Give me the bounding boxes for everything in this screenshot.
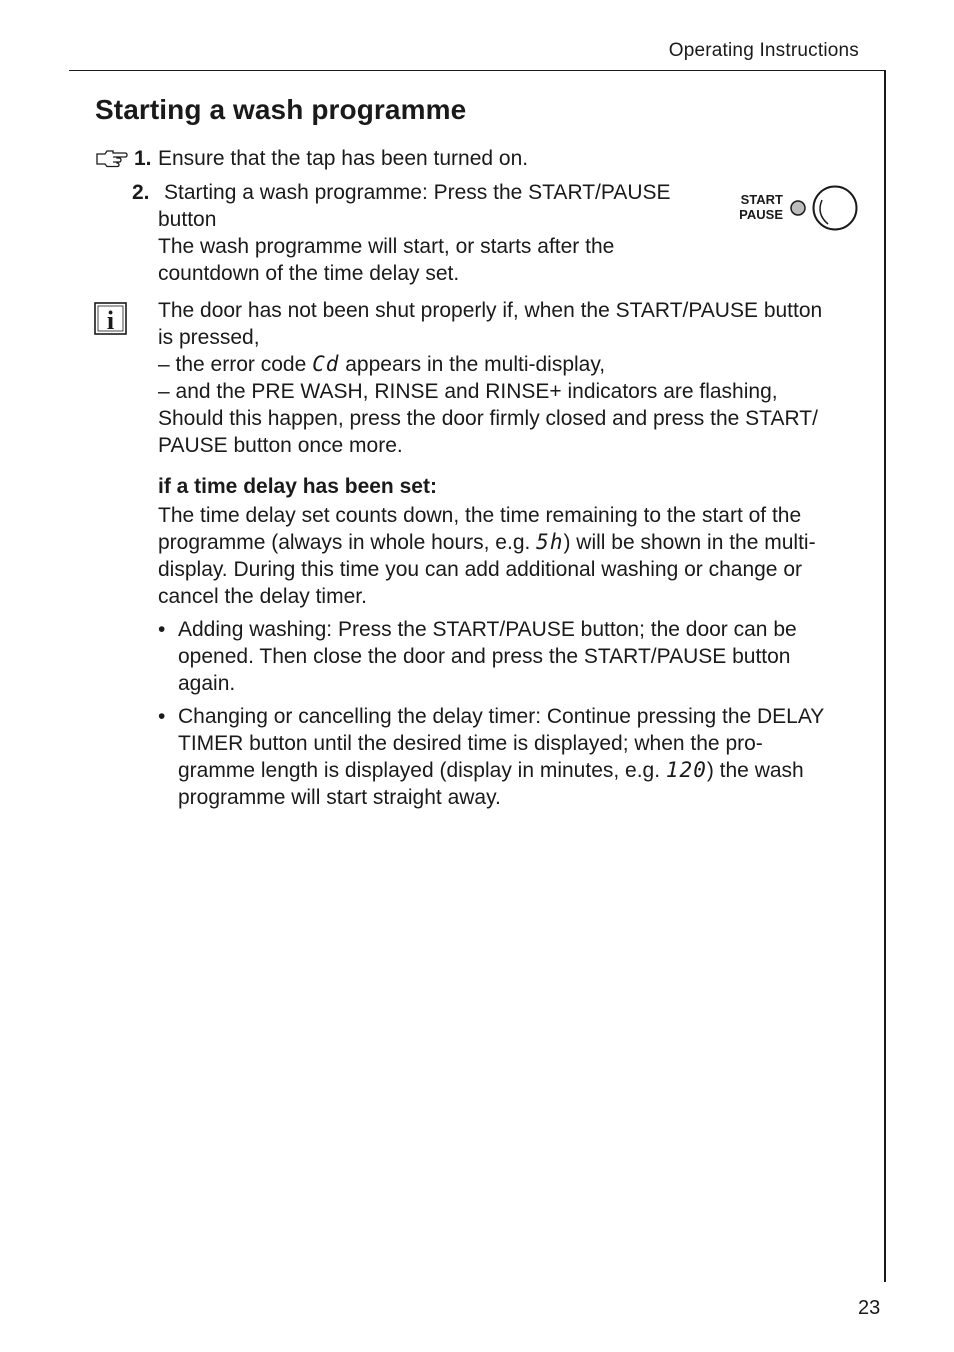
- start-pause-button-icon: [786, 182, 862, 234]
- step-2-line-2: button: [158, 208, 217, 231]
- bullet-adding-washing: • Adding washing: Press the START/PAUSE button; the door can be opened. Then close the door and press the START/PAUSE button again.: [158, 616, 862, 697]
- info-line-2: is pressed,: [158, 326, 260, 349]
- hours-example-display: 5h: [536, 530, 564, 554]
- panel-label-start: START: [740, 192, 783, 207]
- page-title: Starting a wash programme: [95, 94, 467, 125]
- panel-label-pause: PAUSE: [739, 207, 783, 222]
- step-2-number: 2.: [132, 181, 150, 204]
- step-1-number: 1.: [134, 147, 152, 170]
- bullet-changing-delay: • Changing or cancelling the delay timer: Continue pressing the DELAY TIMER button until the desired time is displayed; when the pro- gramme length is displayed (display in minutes, e.g. 120) the wash programme will start straight away.: [158, 703, 862, 811]
- page-number: 23: [858, 1297, 881, 1319]
- info-line-4: – and the PRE WASH, RINSE and RINSE+ indicators are flashing,: [158, 380, 778, 403]
- header-section-label: Operating Instructions: [668, 40, 859, 61]
- step-1-text: Ensure that the tap has been turned on.: [158, 147, 529, 170]
- step-2-line-4: countdown of the time delay set.: [158, 262, 460, 285]
- minutes-example-display: 120: [665, 758, 707, 782]
- error-code-display: Cd: [312, 352, 340, 376]
- info-line-3: – the error code Cd appears in the multi-display,: [158, 352, 606, 376]
- info-note: [158, 297, 858, 459]
- step-2-text: [158, 179, 698, 287]
- svg-text:i: i: [106, 306, 115, 335]
- pointing-hand-icon: [95, 146, 129, 168]
- step-2-line-3: The wash programme will start, or starts after the: [158, 235, 615, 258]
- time-delay-heading: if a time delay has been set:: [158, 475, 437, 498]
- info-line-1: The door has not been shut properly if, when the START/PAUSE button: [158, 299, 823, 322]
- time-delay-paragraph: The time delay set counts down, the time remaining to the start of the programme (always in whole hours, e.g. 5h) will be shown in the multi- display. During this time you can add additional washing or change or cancel the delay timer.: [158, 504, 816, 608]
- time-delay-section: [158, 473, 862, 811]
- info-line-6: PAUSE button once more.: [158, 434, 403, 457]
- header-rule: [69, 70, 886, 71]
- start-pause-panel: [730, 182, 862, 234]
- info-icon: [94, 302, 127, 335]
- step-2-line-1: Starting a wash programme: Press the START/PAUSE: [164, 181, 671, 204]
- info-line-5: Should this happen, press the door firmly closed and press the START/: [158, 407, 818, 430]
- side-rule: [884, 70, 886, 1282]
- indicator-lamp-icon: [791, 201, 805, 215]
